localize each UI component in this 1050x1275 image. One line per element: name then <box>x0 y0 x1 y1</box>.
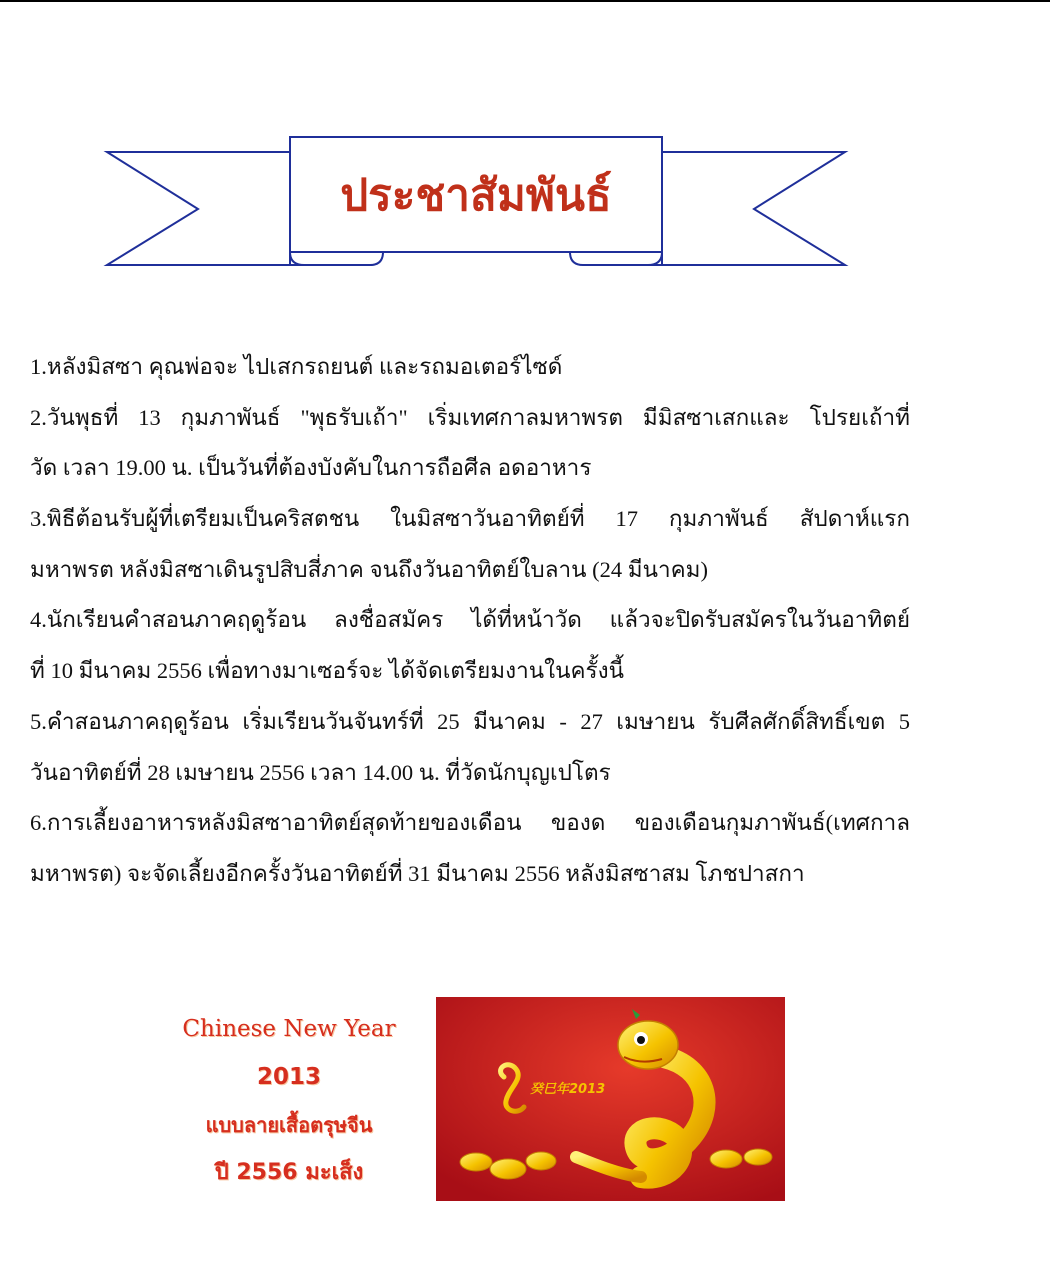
cny-year: 2013 <box>256 1064 321 1090</box>
announcement-list <box>30 342 910 900</box>
announcement-2-line-1: 2.วันพุธที่ 13 กุมภาพันธ์ "พุธรับเถ้า" เริ่มเทศกาลมหาพรต มีมิสซาเสกและ โปรยเถ้าที่ <box>30 404 910 430</box>
snake-illustration <box>436 997 785 1201</box>
top-border-line <box>0 0 1050 2</box>
announcement-6-line-2: มหาพรต) จะจัดเลี้ยงอีกครั้งวันอาทิตย์ที่ 31 มีนาคม 2556 หลังมิสซาสม โภชปาสกา <box>30 860 805 886</box>
cny-subtitle-year: ปี 2556 มะเส็ง <box>214 1160 364 1185</box>
snake-image-caption: 癸巳年2013 <box>530 1082 606 1097</box>
announcement-1-line-1: 1.หลังมิสซา คุณพ่อจะ ไปเสกรถยนต์ และรถมอเตอร์ไซด์ <box>30 354 563 379</box>
cny-subtitle-shirt: แบบลายเสื้อตรุษจีน <box>205 1113 373 1137</box>
announcement-4-line-1: 4.นักเรียนคำสอนภาคฤดูร้อน ลงชื่อสมัคร ได้ที่หน้าวัด แล้วจะปิดรับสมัครในวันอาทิตย์ <box>30 607 910 633</box>
announcement-6-line-1: 6.การเลี้ยงอาหารหลังมิสซาอาทิตย์สุดท้ายของเดือน ของด ของเดือนกุมภาพันธ์(เทศกาล <box>30 810 910 836</box>
ribbon-banner <box>100 130 852 275</box>
banner-title: ประชาสัมพันธ์ <box>340 170 612 221</box>
announcement-3-line-1: 3.พิธีต้อนรับผู้ที่เตรียมเป็นคริสตชน ในมิสซาวันอาทิตย์ที่ 17 กุมภาพันธ์ สัปดาห์แรก <box>30 506 910 532</box>
announcement-4-line-2: ที่ 10 มีนาคม 2556 เพื่อทางมาเซอร์จะ ได้จัดเตรียมงานในครั้งนี้ <box>30 658 624 684</box>
announcement-5-line-1: 5.คำสอนภาคฤดูร้อน เริ่มเรียนวันจันทร์ที่ 25 มีนาคม - 27 เมษายน รับศีลศักดิ์สิทธิ์เขต 5 <box>30 708 910 734</box>
cny-title: Chinese New Year <box>182 1016 396 1042</box>
announcement-2-line-2: วัด เวลา 19.00 น. เป็นวันที่ต้องบังคับในการถือศีล อดอาหาร <box>30 455 592 481</box>
snake-year-image <box>436 997 785 1201</box>
announcement-5-line-2: วันอาทิตย์ที่ 28 เมษายน 2556 เวลา 14.00 น. ที่วัดนักบุญเปโตร <box>30 759 611 785</box>
chinese-new-year-caption <box>155 1005 423 1197</box>
announcement-3-line-2: มหาพรต หลังมิสซาเดินรูปสิบสี่ภาค จนถึงวันอาทิตย์ใบลาน (24 มีนาคม) <box>30 556 708 582</box>
